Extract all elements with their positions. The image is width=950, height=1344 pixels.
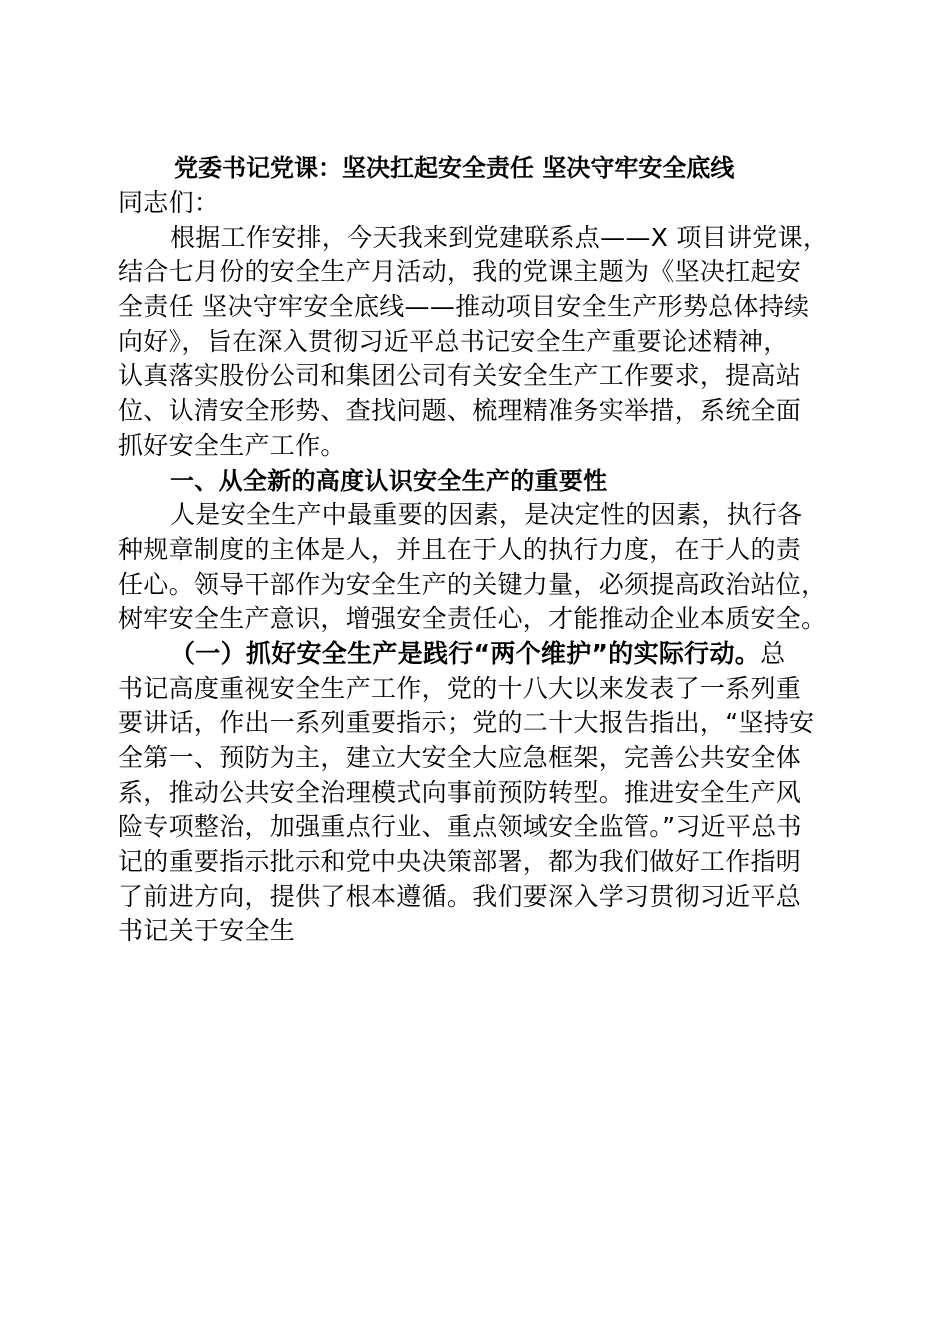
text-line: 要讲话，作出一系列重要指示；党的二十大报告指出，“坚持安 [118,708,815,738]
document-title: 党委书记党课：坚决扛起安全责任 坚决守牢安全底线 [174,154,735,182]
text-line: 了前进方向，提供了根本遵循。我们要深入学习贯彻习近平总 [118,881,802,911]
text-line: 认真落实股份公司和集团公司有关安全生产工作要求，提高站 [118,361,802,391]
text-line: 结合七月份的安全生产月活动，我的党课主题为《坚决扛起安 [118,257,802,287]
subsection-heading: （一）抓好安全生产是践行“两个维护”的实际行动。 [170,638,761,668]
text-line: 向好》，旨在深入贯彻习近平总书记安全生产重要论述精神， [118,326,789,356]
section-heading: 一、从全新的高度认识安全生产的重要性 [170,466,608,495]
text-line: 抓好安全生产工作。 [118,430,346,460]
text-line: 树牢安全生产意识，增强安全责任心，才能推动企业本质安全。 [118,604,827,634]
text-line: 人是安全生产中最重要的因素，是决定性的因素，执行各 [170,500,803,530]
text-line: 根据工作安排，今天我来到党建联系点——X 项目讲党课， [170,222,829,252]
document-page [118,150,848,949]
paragraph-intro [118,221,848,464]
subsection-first-line [118,637,848,672]
paragraph-subsection-1 [118,637,848,949]
text-line: 书记关于安全生 [118,916,296,946]
text-line: 种规章制度的主体是人，并且在于人的执行力度，在于人的责 [118,534,802,564]
text-run: 总 [760,638,786,668]
text-line: 全责任 坚决守牢安全底线——推动项目安全生产形势总体持续 [118,292,810,322]
salutation: 同志们： [118,188,220,217]
paragraph-people [118,498,848,637]
text-line: 记的重要指示批示和党中央决策部署，都为我们做好工作指明 [118,847,802,877]
text-line: 全第一、预防为主，建立大安全大应急框架，完善公共安全体 [118,743,802,772]
text-line: 险专项整治，加强重点行业、重点领域安全监管。”习近平总书 [118,812,802,842]
text-line: 任心。领导干部作为安全生产的关键力量，必须提高政治站位， [118,569,827,599]
text-line: 位、认清安全形势、查找问题、梳理精准务实举措，系统全面 [118,396,802,426]
text-line: 系，推动公共安全治理模式向事前预防转型。推进安全生产风 [118,777,802,807]
text-line: 书记高度重视安全生产工作，党的十八大以来发表了一系列重 [118,673,802,703]
